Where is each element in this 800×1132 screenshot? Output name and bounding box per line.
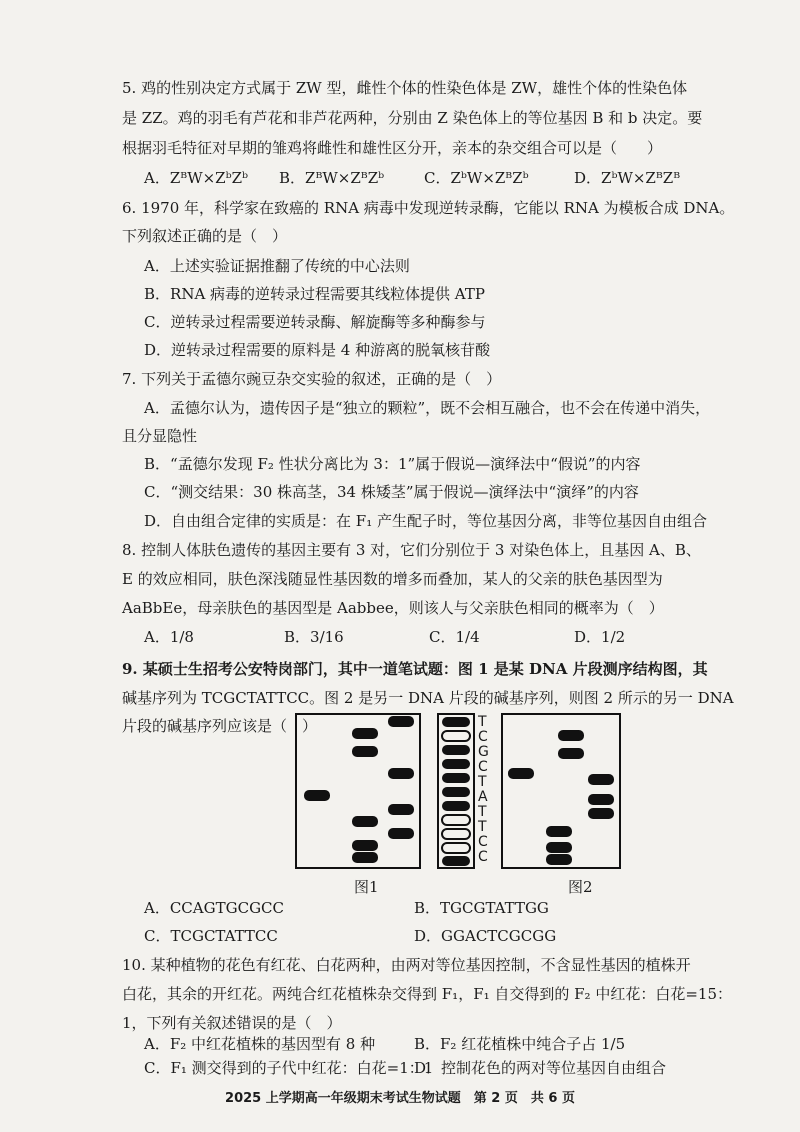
q6-stem-line2: 下列叙述正确的是（ ） (122, 227, 288, 245)
figure2-caption: 图2 (568, 878, 593, 896)
seq-letter-1: T (478, 714, 487, 730)
q7-option-a-line1: A．孟德尔认为，遗传因子是“独立的颗粒”，既不会相互融合，也不会在传递中消失， (144, 399, 711, 417)
q8-option-d: D．1/2 (574, 628, 626, 646)
q10-option-b: B．F₂ 红花植株中纯合子占 1/5 (414, 1035, 626, 1053)
q9-option-b: B．TGCGTATTGG (414, 899, 549, 917)
q6-option-c: C．逆转录过程需要逆转录酶、解旋酶等多种酶参与 (144, 313, 486, 331)
page-footer: 2025 上学期高一年级期末考试生物试题 第 2 页 共 6 页 (225, 1091, 575, 1106)
q9-stem-line2: 碱基序列为 TCGCTATTCC。图 2 是另一 DNA 片段的碱基序列，则图 2 所示的另一 DNA (122, 689, 734, 707)
seq-letter-3: G (478, 744, 489, 760)
sequence-ladder (436, 712, 476, 872)
q9-stem-line1: 9. 某硕士生招考公安特岗部门，其中一道笔试题：图 1 是某 DNA 片段测序结构图，其 (122, 660, 708, 678)
figure1-gel (290, 712, 426, 872)
q6-option-a: A．上述实验证据推翻了传统的中心法则 (144, 257, 410, 275)
q8-stem-line2: E 的效应相同，肤色深浅随显性基因数的增多而叠加，某人的父亲的肤色基因型为 (122, 570, 663, 588)
seq-letter-7: T (478, 804, 487, 820)
seq-letter-6: A (478, 789, 488, 805)
q10-stem-line3: 1，下列有关叙述错误的是（ ） (122, 1014, 342, 1032)
q9-stem-line3: 片段的碱基序列应该是（ ） (122, 717, 318, 735)
q5-option-d: D．ZᵇW×ZᴮZᴮ (574, 169, 681, 187)
q8-option-a: A．1/8 (144, 628, 194, 646)
q6-option-d: D．逆转录过程需要的原料是 4 种游离的脱氧核苷酸 (144, 341, 491, 359)
q5-option-a: A．ZᴮW×ZᵇZᵇ (144, 169, 249, 187)
q5-stem-line3: 根据羽毛特征对早期的雏鸡将雌性和雄性区分开，亲本的杂交组合可以是（ ） (122, 139, 663, 157)
seq-letter-8: T (478, 819, 487, 835)
q10-option-c: C．F₁ 测交得到的子代中红花：白花=1：1 (144, 1059, 434, 1077)
q7-option-d: D．自由组合定律的实质是：在 F₁ 产生配子时，等位基因分离，非等位基因自由组合 (144, 512, 707, 530)
q10-stem-line2: 白花，其余的开红花。两纯合红花植株杂交得到 F₁，F₁ 自交得到的 F₂ 中红花：白花=15： (122, 985, 732, 1003)
q10-option-d: D．控制花色的两对等位基因自由组合 (414, 1059, 667, 1077)
q9-option-c: C．TCGCTATTCC (144, 927, 278, 945)
q8-stem-line1: 8. 控制人体肤色遗传的基因主要有 3 对，它们分别位于 3 对染色体上，且基因 A、B、 (122, 541, 701, 559)
q9-option-d: D．GGACTCGCGG (414, 927, 557, 945)
q9-option-a: A．CCAGTGCGCC (144, 899, 285, 917)
q8-stem-line3: AaBbEe，母亲肤色的基因型是 Aabbee，则该人与父亲肤色相同的概率为（ ） (122, 599, 664, 617)
seq-letter-10: C (478, 849, 488, 865)
q5-stem-line2: 是 ZZ。鸡的羽毛有芦花和非芦花两种，分别由 Z 染色体上的等位基因 B 和 b 决定。要 (122, 109, 703, 127)
q6-stem-line1: 6. 1970 年，科学家在致癌的 RNA 病毒中发现逆转录酶，它能以 RNA 为模板合成 DNA。 (122, 199, 735, 217)
figure1-caption: 图1 (354, 878, 379, 896)
q10-option-a: A．F₂ 中红花植株的基因型有 8 种 (144, 1035, 376, 1053)
q7-stem: 7. 下列关于孟德尔豌豆杂交实验的叙述，正确的是（ ） (122, 370, 502, 388)
seq-letter-9: C (478, 834, 488, 850)
seq-letter-2: C (478, 729, 488, 745)
figure2-gel (498, 712, 624, 872)
q5-stem-line1: 5. 鸡的性别决定方式属于 ZW 型，雌性个体的性染色体是 ZW，雄性个体的性染色体 (122, 79, 688, 97)
q7-option-c: C．“测交结果：30 株高茎，34 株矮茎”属于假说—演绎法中“演绎”的内容 (144, 483, 639, 501)
q6-option-b: B．RNA 病毒的逆转录过程需要其线粒体提供 ATP (144, 285, 485, 303)
q7-option-a-line2: 且分显隐性 (122, 427, 198, 445)
seq-letter-4: C (478, 759, 488, 775)
q10-stem-line1: 10. 某种植物的花色有红花、白花两种，由两对等位基因控制，不含显性基因的植株开 (122, 956, 691, 974)
q8-option-b: B．3/16 (284, 628, 344, 646)
q7-option-b: B．“孟德尔发现 F₂ 性状分离比为 3：1”属于假说—演绎法中“假说”的内容 (144, 455, 641, 473)
q5-option-c: C．ZᵇW×ZᴮZᵇ (424, 169, 529, 187)
seq-letter-5: T (478, 774, 487, 790)
q5-option-b: B．ZᴮW×ZᴮZᵇ (279, 169, 385, 187)
q8-option-c: C．1/4 (429, 628, 480, 646)
